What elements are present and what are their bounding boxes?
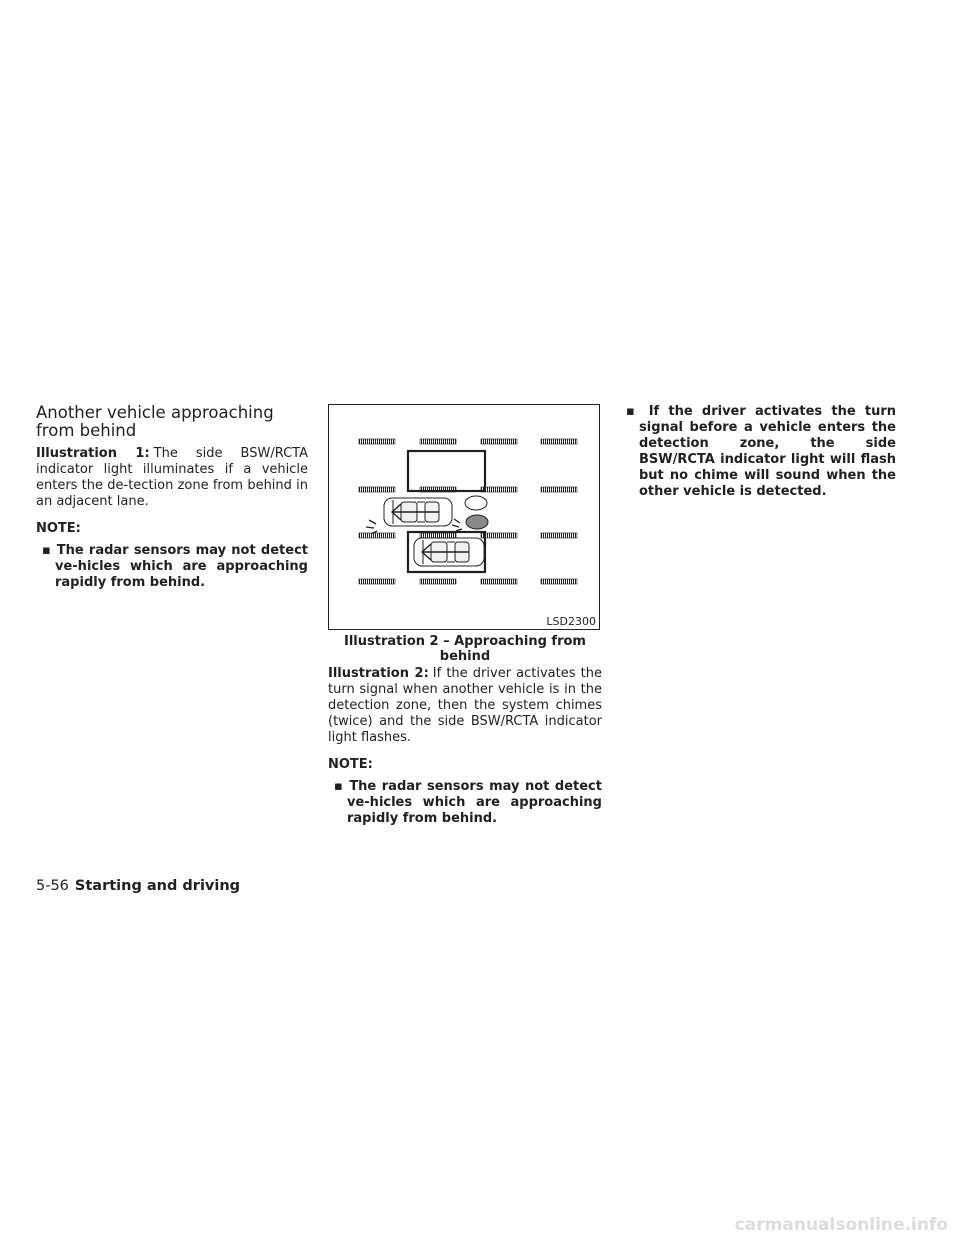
approach-diagram — [329, 405, 601, 631]
note-bullet — [36, 543, 308, 591]
figure-id: LSD2300 — [546, 615, 596, 628]
illustration-2-label: Illustration 2: — [328, 666, 429, 681]
illustration-1-label: Illustration 1: — [36, 446, 150, 461]
illustration-2-figure — [328, 404, 600, 630]
column-1 — [36, 404, 308, 591]
detection-zone-upper — [408, 451, 485, 491]
turn-signal-bullet-text: If the driver activates the turn signal before a vehicle enters the detection zone, the side BSW/RCTA indicator light will flash but no chime will sound when the other vehicle is detected. — [639, 404, 896, 499]
note-label: NOTE: — [36, 521, 81, 536]
turn-signal-lines-icon — [366, 520, 377, 534]
note-bullet-text: The radar sensors may not detect ve-hicles which are approaching rapidly from behind. — [347, 779, 602, 826]
column-3 — [620, 404, 896, 500]
bullet-icon: ▪ — [42, 543, 57, 558]
flash-lines-icon — [452, 519, 462, 531]
page-footer — [36, 877, 240, 895]
illustration-2-paragraph — [328, 666, 602, 746]
note-bullet — [328, 779, 602, 827]
illustration-1-paragraph — [36, 446, 308, 510]
watermark: carmanualsonline.info — [734, 1215, 948, 1235]
footer-section-title: Starting and driving — [74, 878, 241, 894]
bullet-icon: ▪ — [626, 404, 649, 419]
section-heading: Another vehicle approaching from behind — [36, 403, 274, 440]
illustration-2-text: If the driver activates the turn signal when another vehicle is in the detection zone, then the system chimes (twice) and the side BSW/RCTA indicator light flashes. — [328, 666, 602, 745]
turn-signal-bullet — [620, 404, 896, 500]
figure-caption: Illustration 2 – Approaching from behind — [344, 634, 586, 664]
indicator-light-off-icon — [465, 496, 487, 510]
note-bullet-text: The radar sensors may not detect ve-hicles which are approaching rapidly from behind. — [55, 543, 308, 590]
illustration-1-text: The side BSW/RCTA indicator light illuminates if a vehicle enters the de-tection zone from behind in an adjacent lane. — [36, 446, 308, 509]
bullet-icon: ▪ — [334, 779, 350, 794]
column-2 — [328, 404, 602, 827]
page-number: 5-56 — [36, 878, 69, 894]
note-label: NOTE: — [328, 757, 373, 772]
indicator-light-on-icon — [466, 515, 488, 529]
